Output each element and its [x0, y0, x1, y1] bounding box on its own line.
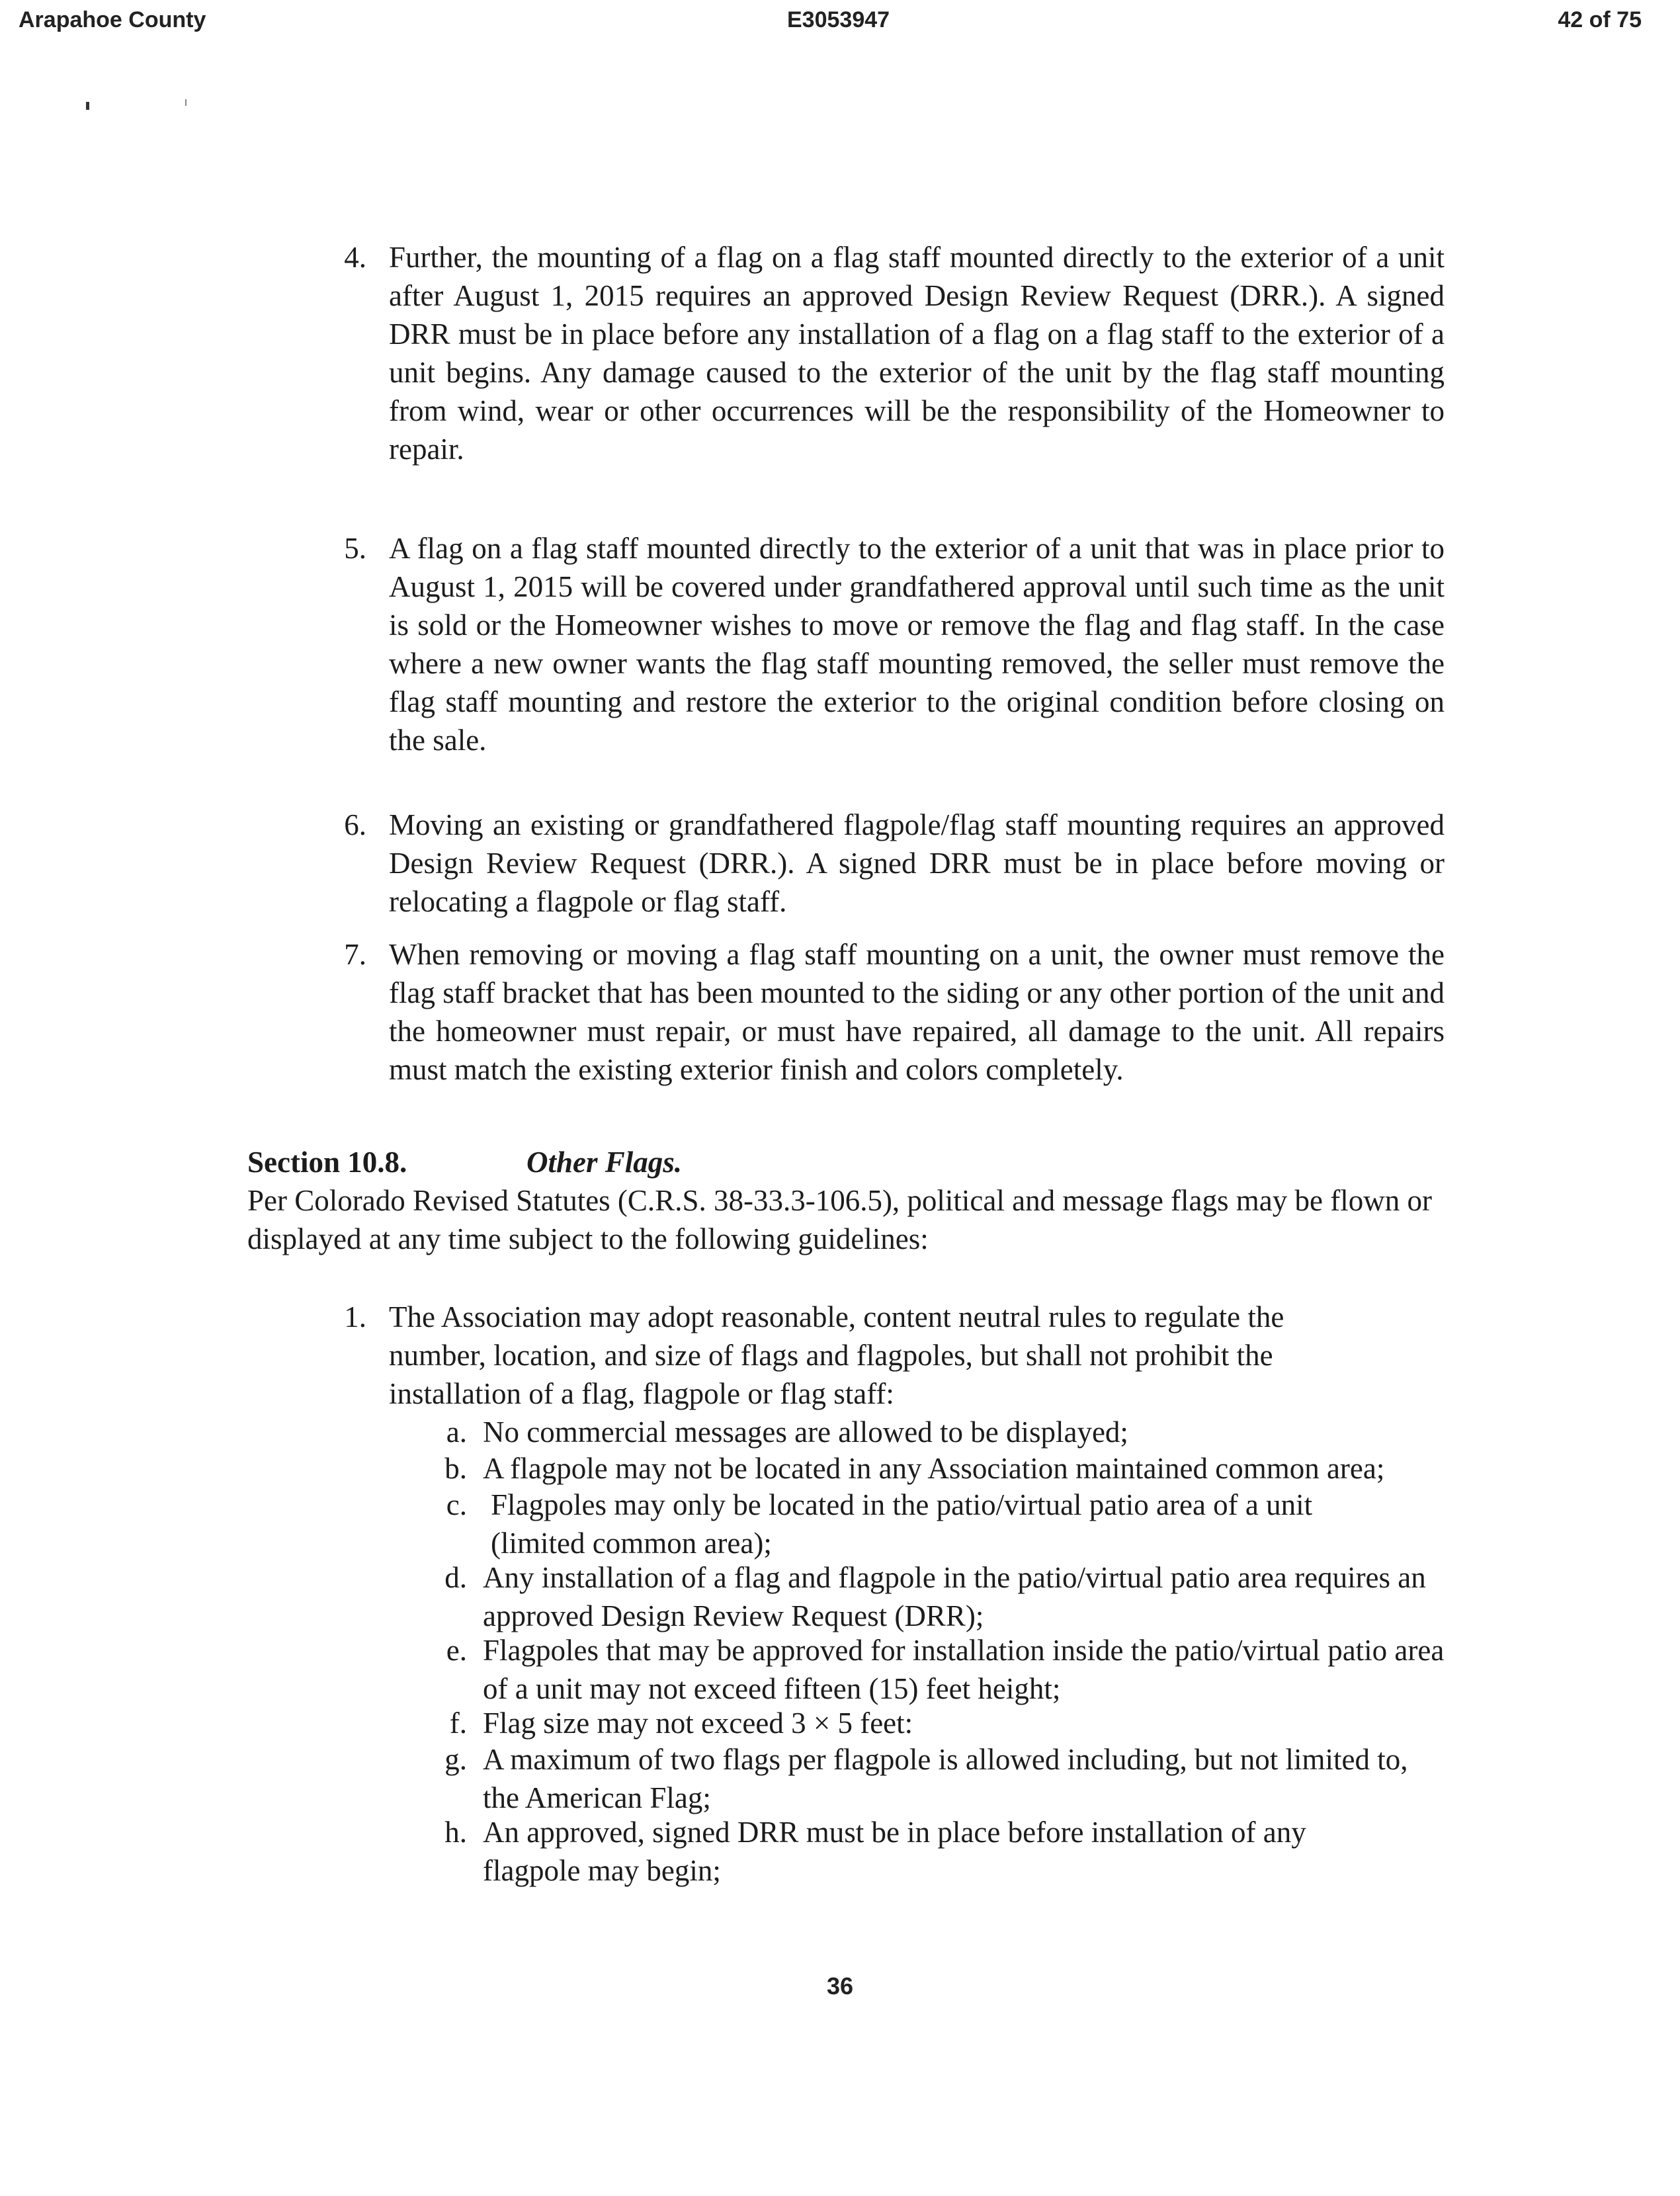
subitem-letter: h. [444, 1816, 467, 1849]
section-intro: Per Colorado Revised Statutes (C.R.S. 38-33.3-106.5), political and message flags may be flown or displayed at any time subject to the following guidelines: [247, 1184, 1432, 1255]
list-item-text: Further, the mounting of a flag on a flag staff mounted directly to the exterior of a unit after August 1, 2015 requires an approved Design Review Request (DRR.). A signed DRR must be in place before any installation of a flag on a flag staff to the exterior of a unit begins. Any damage caused to the exterior of the unit by the flag staff mounting from wind, wear or other occurrences will be the responsibility of the Homeowner to repair. [389, 241, 1445, 466]
section-number: Section 10.8. [247, 1146, 407, 1179]
page-number: 36 [826, 1972, 854, 2000]
subitem-text: A maximum of two flags per flagpole is allowed including, but not limited to, the American Flag; [483, 1743, 1408, 1814]
list-number: 1. [344, 1300, 366, 1333]
list-item-text: Moving an existing or grandfathered flagpole/flag staff mounting requires an approved Design Review Request (DRR.). A signed DRR must be in place before moving or relocating a flagpole or flag staff. [389, 808, 1445, 918]
scan-speck [86, 102, 89, 110]
subitem-text: Flagpoles may only be located in the patio/virtual patio area of a unit (limited common area); [491, 1488, 1313, 1560]
subitem-letter: a. [446, 1415, 467, 1449]
subitem-letter: e. [446, 1634, 467, 1667]
header-county: Arapahoe County [19, 7, 206, 32]
subitem-text: Flagpoles that may be approved for installation inside the patio/virtual patio area of a unit may not exceed fifteen (15) feet height; [483, 1634, 1445, 1705]
subitem-letter: f. [449, 1707, 467, 1740]
subitem-letter: g. [444, 1743, 467, 1776]
list-item-text: The Association may adopt reasonable, content neutral rules to regulate the number, location, and size of flags and flagpoles, but shall not prohibit the installation of a flag, flagpole or flag staff: [389, 1300, 1284, 1410]
subitem-text: Flag size may not exceed 3 × 5 feet: [483, 1707, 913, 1740]
section-title: Other Flags. [526, 1146, 683, 1179]
list-number: 6. [344, 808, 366, 841]
subitem-text: A flagpole may not be located in any Association maintained common area; [483, 1452, 1385, 1485]
list-item-text: A flag on a flag staff mounted directly to the exterior of a unit that was in place prior to August 1, 2015 will be covered under grandfathered approval until such time as the unit is sold or the Homeowner wishes to move or remove the flag and flag staff. In the case where a new owner wants the flag staff mounting removed, the seller must remove the flag staff mounting and restore the exterior to the original condition before closing on the sale. [389, 532, 1445, 757]
list-item-text: When removing or moving a flag staff mounting on a unit, the owner must remove the flag staff bracket that has been mounted to the siding or any other portion of the unit and the homeowner must repair, or must have repaired, all damage to the unit. All repairs must match the existing exterior finish and colors completely. [389, 938, 1445, 1086]
subitem-letter: b. [444, 1452, 467, 1485]
scan-speck [185, 99, 187, 106]
subitem-letter: c. [446, 1488, 467, 1521]
subitem-text: No commercial messages are allowed to be displayed; [483, 1415, 1128, 1449]
list-number: 7. [344, 938, 366, 971]
header-document-id: E3053947 [787, 7, 890, 32]
list-number: 4. [344, 241, 366, 274]
subitem-text: Any installation of a flag and flagpole in the patio/virtual patio area requires an approved Design Review Request (DRR); [483, 1561, 1426, 1632]
list-number: 5. [344, 532, 366, 565]
subitem-text: An approved, signed DRR must be in place before installation of any flagpole may begin; [483, 1816, 1306, 1887]
header-page-count: 42 of 75 [1558, 7, 1642, 32]
subitem-letter: d. [444, 1561, 467, 1594]
